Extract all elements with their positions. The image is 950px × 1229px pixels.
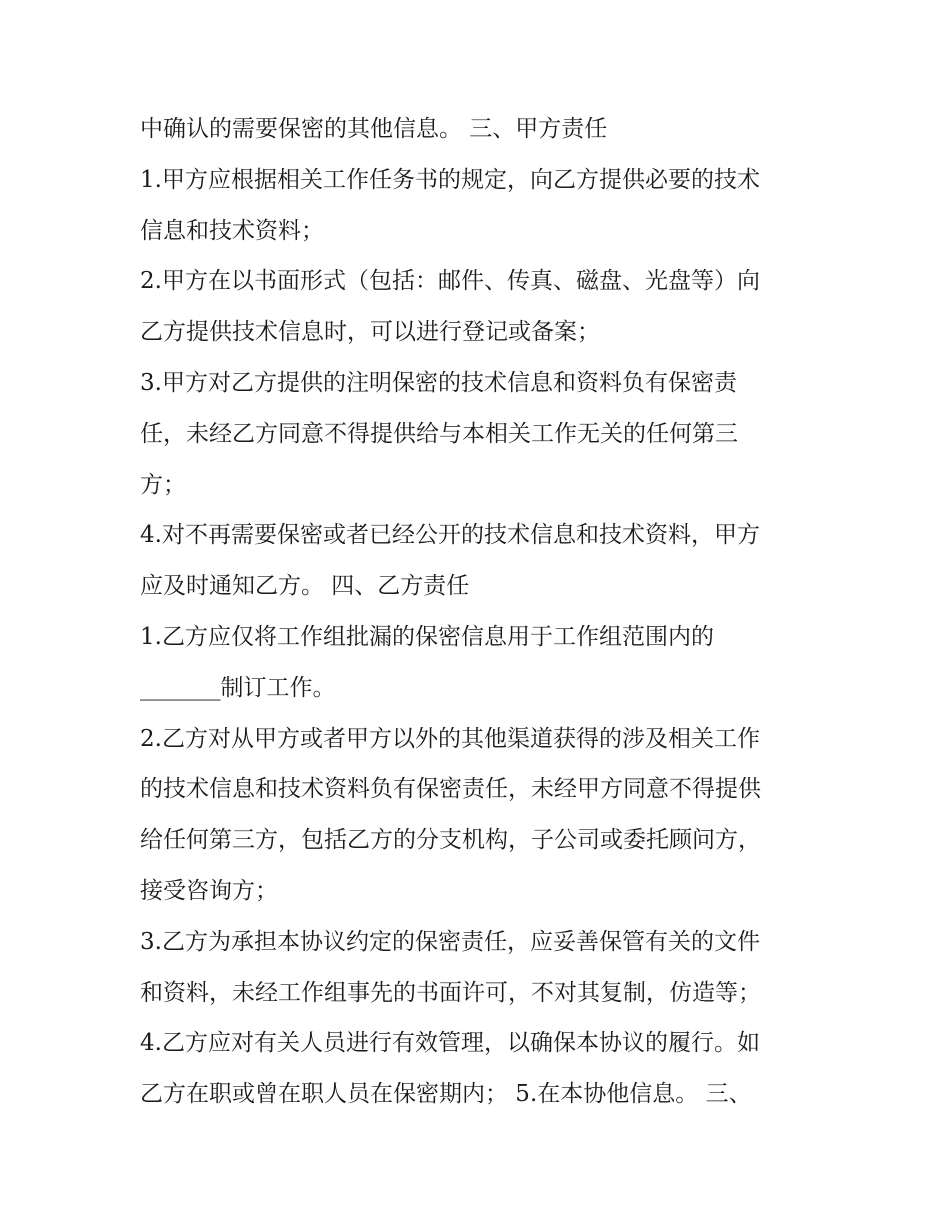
text-line-13: 2.乙方对从甲方或者甲方以外的其他渠道获得的涉及相关工作 — [140, 725, 760, 752]
text-line-17: 3.乙方为承担本协议约定的保密责任，应妥善保管有关的文件 — [140, 928, 760, 955]
text-line-11: 1.乙方应仅将工作组批漏的保密信息用于工作组范围内的 — [140, 623, 714, 650]
text-line-2: 1.甲方应根据相关工作任务书的规定，向乙方提供必要的技术 — [140, 166, 760, 193]
text-line-15: 给任何第三方，包括乙方的分支机构，子公司或委托顾问方， — [140, 827, 761, 854]
text-line-7: 任，未经乙方同意不得提供给与本相关工作无关的任何第三 — [140, 420, 738, 447]
text-line-5: 乙方提供技术信息时，可以进行登记或备案； — [140, 319, 600, 346]
text-line-6: 3.甲方对乙方提供的注明保密的技术信息和资料负有保密责 — [140, 369, 737, 396]
text-line-1: 中确认的需要保密的其他信息。 三、甲方责任 — [140, 116, 608, 142]
text-line-18: 和资料，未经工作组事先的书面许可，不对其复制，仿造等； — [140, 979, 761, 1006]
text-line-8: 方； — [140, 471, 186, 498]
text-line-10: 应及时通知乙方。 四、乙方责任 — [140, 573, 470, 600]
text-line-19: 4.乙方应对有关人员进行有效管理，以确保本协议的履行。如 — [140, 1030, 760, 1057]
text-line-16: 接受咨询方； — [140, 877, 278, 904]
text-line-4: 2.甲方在以书面形式（包括：邮件、传真、磁盘、光盘等）向 — [140, 268, 760, 295]
text-line-3: 信息和技术资料； — [140, 217, 324, 244]
text-line-14: 的技术信息和技术资料负有保密责任，未经甲方同意不得提供 — [140, 776, 761, 803]
text-line-12: _______制订工作。 — [140, 674, 336, 701]
text-line-9: 4.对不再需要保密或者已经公开的技术信息和技术资料，甲方 — [140, 522, 760, 549]
document-body — [140, 104, 830, 1120]
text-line-20: 乙方在职或曾在职人员在保密期内； 5.在本协他信息。 三、 — [140, 1081, 752, 1108]
